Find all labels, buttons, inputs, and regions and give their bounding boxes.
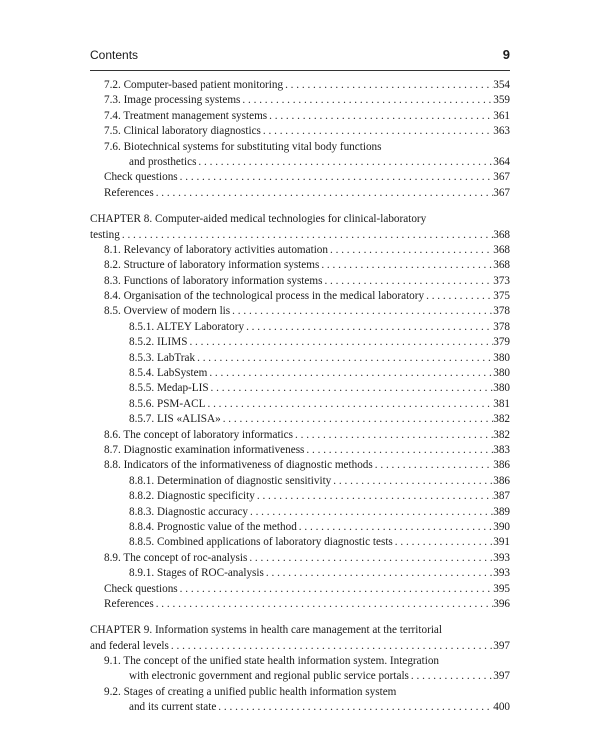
toc-entry <box>90 474 510 489</box>
entry-title: 7.2. Computer-based patient monitoring <box>104 79 284 91</box>
toc-entry <box>90 351 510 366</box>
entry-page: 381 <box>493 397 510 410</box>
toc-entry <box>90 258 510 273</box>
toc-entry-line <box>90 212 510 227</box>
toc-entry <box>90 443 510 458</box>
entry-title: References <box>104 597 154 610</box>
dot-leader <box>120 228 493 243</box>
toc-entry <box>90 93 510 108</box>
dot-leader <box>240 93 493 108</box>
dot-leader <box>322 274 493 289</box>
entry-title: 8.1. Relevancy of laboratory activities automation <box>104 243 328 256</box>
toc-entry-line <box>90 654 510 669</box>
entry-page: 361 <box>493 109 510 122</box>
entry-page: 400 <box>493 701 510 714</box>
entry-title: testing <box>90 228 120 241</box>
toc-entry <box>90 228 510 243</box>
dot-leader <box>409 669 493 684</box>
dot-leader <box>424 289 493 304</box>
dot-leader <box>328 243 493 258</box>
toc-entry <box>90 505 510 520</box>
dot-leader <box>178 170 494 185</box>
header-page-number: 9 <box>502 47 510 62</box>
entry-title: 7.6. Biotechnical systems for substituting vital body functions <box>104 140 382 153</box>
entry-page: 386 <box>493 459 510 472</box>
dot-leader <box>154 597 494 612</box>
entry-title: and prosthetics <box>129 155 197 168</box>
dot-leader <box>248 505 493 520</box>
toc-entry <box>90 124 510 139</box>
toc-entry <box>90 397 510 412</box>
entry-title: 8.8.5. Combined applications of laboratory diagnostic tests <box>129 536 393 549</box>
entry-page: 363 <box>493 125 510 138</box>
dot-leader <box>247 551 493 566</box>
entry-page: 364 <box>493 155 510 168</box>
dot-leader <box>196 155 493 170</box>
entry-title: 8.5. Overview of modern lis <box>104 305 231 318</box>
entry-page: 393 <box>493 567 510 580</box>
dot-leader <box>154 186 494 201</box>
entry-page: 367 <box>493 186 510 199</box>
entry-page: 397 <box>493 670 510 683</box>
entry-page: 359 <box>493 94 510 107</box>
toc-entry-line <box>90 685 510 700</box>
entry-title: References <box>104 186 154 199</box>
dot-leader <box>304 443 493 458</box>
entry-page: 380 <box>493 351 510 364</box>
entry-title: and federal levels <box>90 639 169 652</box>
toc-entry <box>90 700 510 715</box>
entry-page: 373 <box>493 274 510 287</box>
dot-leader <box>293 428 493 443</box>
entry-page: 380 <box>493 367 510 380</box>
toc-entry <box>90 520 510 535</box>
entry-title: Check questions <box>104 582 178 595</box>
toc-entry <box>90 458 510 473</box>
dot-leader <box>187 335 493 350</box>
section-gap <box>90 201 510 212</box>
entry-title: 8.8.2. Diagnostic specificity <box>129 490 255 503</box>
entry-title: 7.4. Treatment management systems <box>104 109 268 122</box>
toc-entry <box>90 78 510 93</box>
dot-leader <box>207 366 493 381</box>
toc-entry <box>90 412 510 427</box>
entry-title: 8.8.3. Diagnostic accuracy <box>129 505 248 518</box>
entry-page: 354 <box>493 79 510 91</box>
toc-entry-line <box>90 140 510 155</box>
dot-leader <box>244 320 493 335</box>
toc-entry <box>90 304 510 319</box>
entry-page: 367 <box>493 171 510 184</box>
entry-title: 8.5.3. LabTrak <box>129 351 196 364</box>
dot-leader <box>393 535 493 550</box>
toc-entry <box>90 551 510 566</box>
entry-title: 8.5.2. ILIMS <box>129 336 188 349</box>
toc-entry <box>90 669 510 684</box>
toc-entry <box>90 320 510 335</box>
entry-page: 395 <box>493 582 510 595</box>
toc-entry <box>90 243 510 258</box>
header-title: Contents <box>90 48 139 62</box>
toc-entry <box>90 639 510 654</box>
dot-leader <box>297 520 493 535</box>
entry-page: 397 <box>493 639 510 652</box>
toc-entry <box>90 155 510 170</box>
entry-title: 8.5.4. LabSystem <box>129 367 208 380</box>
entry-page: 368 <box>493 243 510 256</box>
entry-title: 8.2. Structure of laboratory information systems <box>104 259 320 272</box>
entry-title: 9.1. The concept of the unified state health information system. Integration <box>104 655 440 668</box>
entry-page: 393 <box>493 551 510 564</box>
section-gap <box>90 612 510 623</box>
toc-entry <box>90 582 510 597</box>
entry-page: 391 <box>493 536 510 549</box>
dot-leader <box>261 124 493 139</box>
entry-page: 386 <box>493 474 510 487</box>
toc-entry <box>90 489 510 504</box>
entry-page: 368 <box>493 259 510 272</box>
entry-title: 7.5. Clinical laboratory diagnostics <box>104 125 261 138</box>
entry-title: 9.2. Stages of creating a unified public health information system <box>104 685 397 698</box>
entry-title: 8.5.6. PSM-ACL <box>129 397 206 410</box>
entry-title: and its current state <box>129 701 217 714</box>
entry-page: 375 <box>493 290 510 303</box>
toc-entry-line <box>90 623 510 638</box>
dot-leader <box>221 412 494 427</box>
entry-page: 387 <box>493 490 510 503</box>
entry-title: 8.9.1. Stages of ROC-analysis <box>129 567 264 580</box>
entry-title: 8.9. The concept of roc-analysis <box>104 551 248 564</box>
entry-page: 378 <box>493 320 510 333</box>
dot-leader <box>331 474 493 489</box>
entry-title: 8.8.4. Prognostic value of the method <box>129 520 297 533</box>
entry-page: 379 <box>493 336 510 349</box>
dot-leader <box>209 381 494 396</box>
dot-leader <box>178 582 494 597</box>
entry-page: 383 <box>493 443 510 456</box>
dot-leader <box>169 639 493 654</box>
dot-leader <box>195 351 493 366</box>
entry-page: 382 <box>493 428 510 441</box>
dot-leader <box>264 566 493 581</box>
toc-entry <box>90 109 510 124</box>
toc-entry <box>90 381 510 396</box>
dot-leader <box>319 258 493 273</box>
entry-page: 390 <box>493 520 510 533</box>
entry-title: Check questions <box>104 171 178 184</box>
entry-title: 8.5.1. ALTEY Laboratory <box>129 320 245 333</box>
entry-title: 8.7. Diagnostic examination informativeness <box>104 443 305 456</box>
entry-page: 396 <box>493 597 510 610</box>
toc-entry <box>90 535 510 550</box>
toc-entry <box>90 566 510 581</box>
toc-entry <box>90 366 510 381</box>
entry-title: 8.5.7. LIS «ALISA» <box>129 413 221 426</box>
entry-title: 8.6. The concept of laboratory informatics <box>104 428 293 441</box>
dot-leader <box>216 700 493 715</box>
running-header <box>90 48 510 71</box>
entry-page: 389 <box>493 505 510 518</box>
dot-leader <box>267 109 493 124</box>
entry-page: 382 <box>493 413 510 426</box>
dot-leader <box>205 397 493 412</box>
entry-page: 368 <box>493 228 510 241</box>
entry-title: with electronic government and regional public service portals <box>129 670 409 683</box>
toc-entry <box>90 335 510 350</box>
entry-title: 8.5.5. Medap-LIS <box>129 382 209 395</box>
entry-page: 378 <box>493 305 510 318</box>
dot-leader <box>255 489 493 504</box>
toc-entry <box>90 170 510 185</box>
entry-page: 380 <box>493 382 510 395</box>
toc-entry <box>90 289 510 304</box>
dot-leader <box>230 304 493 319</box>
entry-title: 8.3. Functions of laboratory information systems <box>104 274 323 287</box>
entry-title: CHAPTER 9. Information systems in health care management at the territorial <box>90 624 442 637</box>
toc-entry <box>90 186 510 201</box>
entry-title: 7.3. Image processing systems <box>104 94 241 107</box>
entry-title: 8.8.1. Determination of diagnostic sensitivity <box>129 474 332 487</box>
dot-leader <box>283 78 493 93</box>
entry-title: 8.4. Organisation of the technological process in the medical laboratory <box>104 290 425 303</box>
toc-entry <box>90 274 510 289</box>
toc-entry <box>90 597 510 612</box>
table-of-contents <box>90 78 510 716</box>
dot-leader <box>373 458 493 473</box>
entry-title: 8.8. Indicators of the informativeness of diagnostic methods <box>104 459 373 472</box>
entry-title: CHAPTER 8. Computer-aided medical technologies for clinical-laboratory <box>90 213 427 226</box>
toc-entry <box>90 428 510 443</box>
